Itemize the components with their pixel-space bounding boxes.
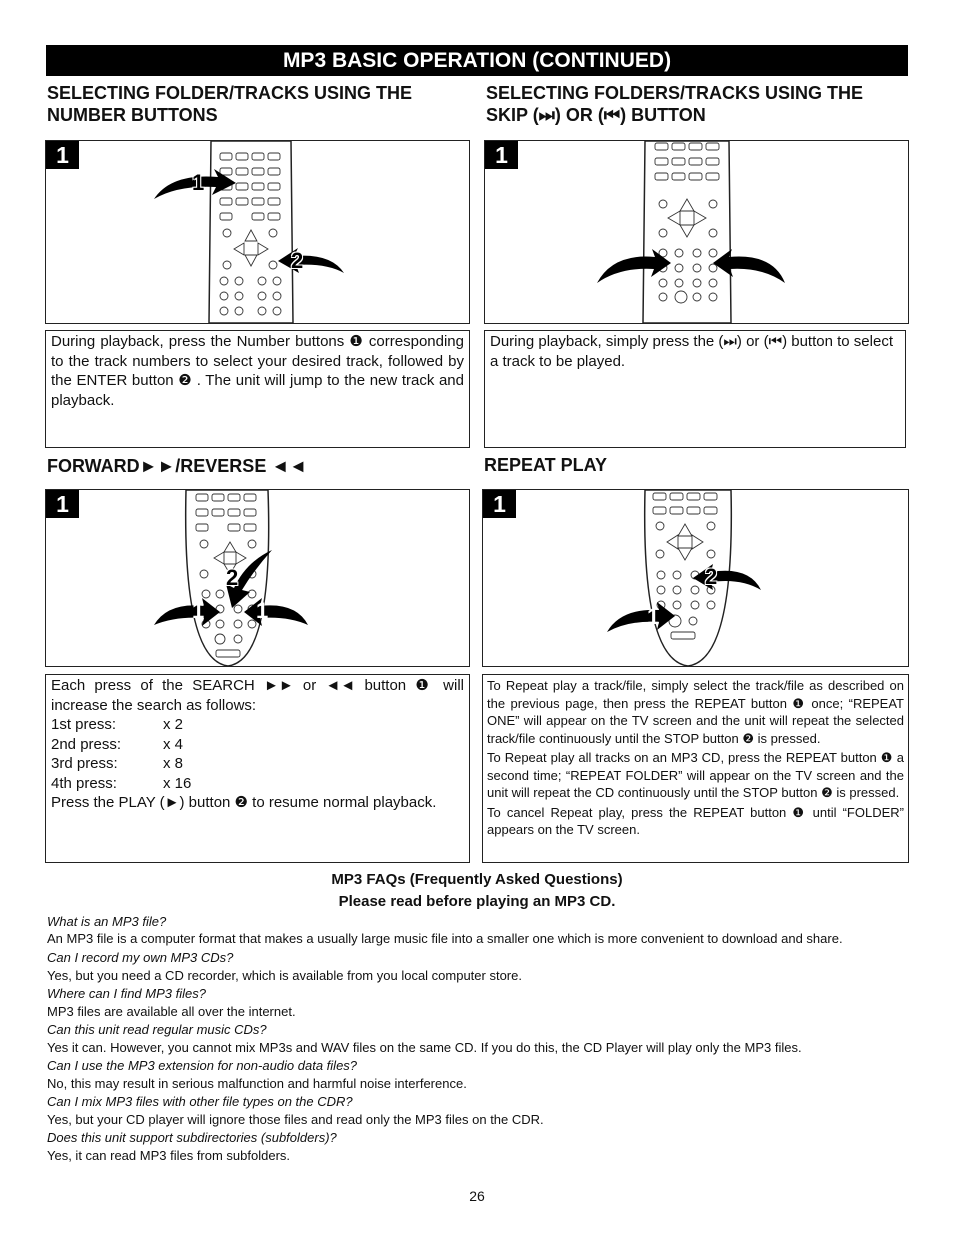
faq-question: What is an MP3 file? [47,914,167,929]
faq-answer: Yes it can. However, you cannot mix MP3s and WAV files on the same CD. If you do this, the CD Player will play only the MP3 files. [47,1040,802,1055]
press-label: 2nd press: [51,735,122,753]
page-banner: MP3 BASIC OPERATION (CONTINUED) [46,45,908,76]
text-skip-button: During playback, simply press the (⏭) or (⏮) button to select a track to be played. [484,330,906,448]
step-badge: 1 [483,490,516,518]
remote-illustration [46,490,469,666]
faq-answer: An MP3 file is a computer format that makes a usually large music file into a smaller one which is more convenient to download and share. [47,931,843,946]
faq-question: Can I mix MP3 files with other file types on the CDR? [47,1094,353,1109]
step-badge: 1 [46,490,79,518]
callout-number: 2 [226,565,239,590]
faq-title: MP3 FAQs (Frequently Asked Questions) [331,871,623,888]
callout-number: 1 [192,170,205,195]
page-number: 26 [469,1188,485,1204]
faq-answer: Yes, but your CD player will ignore those files and read only the MP3 files on the CDR. [47,1112,544,1127]
callout-number: 1 [256,598,269,623]
press-label: 4th press: [51,774,117,792]
heading-forward-reverse: FORWARD►►/REVERSE ◄◄ [47,456,307,476]
press-value: x 4 [163,735,184,753]
faq-list [47,913,907,1165]
callout-number: 1 [192,598,205,623]
figure-forward-reverse [45,489,470,667]
repeat-paragraph: To Repeat play all tracks on an MP3 CD, press the REPEAT button ❶ a second time; “REPEAT FOLDER” will appear on the TV screen and the unit will repeat the CD continuously until the STOP button ❷ is pressed. [487,750,904,800]
text-number-buttons: During playback, press the Number buttons ❶ corresponding to the track numbers to select your desired track, followed by the ENTER button ❷ . The unit will jump to the new track and playback. [45,330,470,448]
faq-question: Can I use the MP3 extension for non-audio data files? [47,1058,358,1073]
figure-number-buttons [45,140,470,324]
search-intro: Each press of the SEARCH ►► or ◄◄ button ❶ will increase the search as follows: [51,677,464,714]
press-value: x 2 [163,716,184,733]
heading-repeat-play: REPEAT PLAY [484,455,608,475]
step-badge: 1 [46,141,79,169]
figure-repeat-play [482,489,909,667]
faq-answer: MP3 files are available all over the internet. [47,1004,296,1019]
repeat-paragraph: To Repeat play a track/file, simply select the track/file as described on the previous page, then press the REPEAT button ❶ once; “REPEAT ONE” will appear on the TV screen and the unit will repeat the selected track/file continuously until the STOP button ❷ is pressed. [487,678,904,746]
faq-question: Can I record my own MP3 CDs? [47,950,234,965]
faq-answer: Yes, but you need a CD recorder, which is available from you local computer store. [47,968,522,983]
press-value: x 16 [163,774,192,792]
press-label: 3rd press: [51,755,118,772]
faq-question: Can this unit read regular music CDs? [47,1022,267,1037]
callout-number: 2 [705,564,718,589]
callout-number: 1 [647,604,660,629]
search-outro: Press the PLAY (►) button ❷ to resume normal playback. [51,794,437,811]
heading-number-buttons: SELECTING FOLDER/TRACKS USING THE NUMBER BUTTONS [47,83,413,125]
remote-illustration [483,490,908,666]
step-badge: 1 [485,141,518,169]
remote-illustration [46,141,469,323]
repeat-paragraph: To cancel Repeat play, press the REPEAT button ❶ until “FOLDER” appears on the TV screen. [487,804,904,837]
heading-skip-button: SELECTING FOLDERS/TRACKS USING THE SKIP (⏭) OR (⏮) BUTTON [486,83,864,125]
figure-skip-button [484,140,909,324]
faq-subtitle: Please read before playing an MP3 CD. [338,893,616,910]
callout-number: 2 [291,248,304,273]
press-value: x 8 [163,755,184,772]
faq-answer: No, this may result in serious malfunction and harmful noise interference. [47,1076,467,1091]
text-forward-reverse [45,674,470,863]
faq-question: Does this unit support subdirectories (subfolders)? [47,1130,337,1145]
faq-answer: Yes, it can read MP3 files from subfolders. [47,1148,291,1163]
search-speed-list [51,715,464,793]
faq-question: Where can I find MP3 files? [47,986,206,1001]
text-repeat-play [482,674,909,863]
press-label: 1st press: [51,716,117,733]
remote-illustration [485,141,908,323]
